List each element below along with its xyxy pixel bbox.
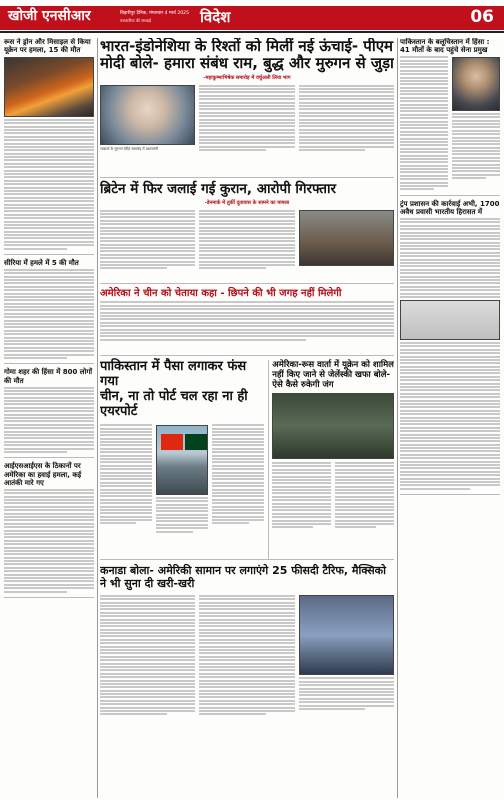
edition-date: बिहारीपुर दैनिक, मंगलवार 4 मार्च 2025 — [120, 11, 190, 16]
britain-headline: ब्रिटेन में फिर जलाई गई कुरान, आरोपी गिरफ्तार — [100, 181, 337, 197]
lead-kicker: -महाकुम्भाभिषेक समारोह में वर्चुअली लिया भाग — [203, 74, 291, 81]
ukraine-story — [268, 360, 394, 559]
column-rule-left — [97, 38, 98, 798]
left-story-3-headline: सीरिया में हमले में 5 की मौत — [4, 259, 79, 268]
britain-body — [100, 208, 394, 270]
left-story-1 — [4, 38, 94, 255]
britain-story — [100, 182, 394, 284]
masthead — [0, 0, 504, 40]
left-story-3 — [4, 259, 94, 364]
deportation-photo — [400, 300, 500, 340]
china-flag-icon — [161, 434, 183, 450]
ukraine-headline: अमेरिका-रूस वार्ता में यूक्रेन को शामिल नहीं किए जाने से जेलेंस्की खफा बोले- ऐसे कैसे रुकेगी जंग — [272, 360, 394, 391]
left-story-4-body — [4, 489, 94, 593]
left-story-3-body — [4, 269, 94, 359]
left-story-4-headline: आईएसआईएस के ठिकानों पर अमेरिका का हवाई हमला, कई आतंकी मारे गए — [4, 462, 82, 488]
edition-tagline: पत्रकारिता की सच्चाई — [120, 18, 151, 23]
pakistan-headline-line1: पाकिस्तान में पैसा लगाकर फंस गया — [100, 359, 247, 389]
lead-story — [100, 38, 394, 178]
fire-photo — [4, 57, 94, 117]
left-column — [4, 38, 94, 798]
newspaper-logo: खोजी एनसीआर — [8, 8, 91, 24]
pakistan-flag-icon — [185, 434, 207, 450]
lead-headline-line2: मोदी बोले- हमारा संबंध राम, बुद्ध और मुरुगन से जुड़ा — [100, 54, 394, 73]
modi-photo — [100, 85, 195, 145]
britain-photo — [299, 210, 394, 266]
right-story-2-headline: ट्रंप प्रशासन की कार्रवाई अभी, 1700 अवैध प्रवासी भारतीय हिरासत में — [400, 199, 500, 217]
left-story-2 — [4, 368, 94, 458]
center-column — [100, 38, 394, 798]
masthead-divider — [0, 31, 504, 33]
left-story-2-body — [4, 387, 94, 453]
right-story-2 — [400, 200, 500, 495]
army-chief-photo — [452, 57, 500, 111]
pakistan-headline-line2: चीन, ना तो पोर्ट चल रहा ना ही एयरपोर्ट — [100, 388, 248, 419]
lead-body — [100, 83, 394, 152]
zelensky-photo — [272, 393, 394, 459]
right-story-1-headline: पाकिस्तान के बलूचिस्तान में हिंसा : 41 मौतों के बाद पहुंचे सेना प्रमुख — [400, 38, 490, 55]
right-column — [400, 38, 500, 798]
leaders-photo — [299, 595, 394, 675]
lead-photo-caption: जकार्ता के मुरुगन मंदिर समारोह में प्रधानमंत्री — [100, 147, 158, 152]
page-number: 06 — [470, 7, 494, 27]
left-story-2-headline: गोमा शहर की हिंसा में 800 लोगों की मौत — [4, 368, 93, 385]
pakistan-china-flags-photo — [156, 425, 208, 495]
canada-headline: कनाडा बोला- अमेरिकी सामान पर लगाएंगे 25 फीसदी टैरिफ, मैक्सिको ने भी सुना दी खरी-खरी — [100, 564, 386, 591]
column-rule-right — [397, 38, 398, 798]
right-story-1 — [400, 38, 500, 196]
left-story-4 — [4, 462, 94, 598]
pakistan-ukraine-row — [100, 360, 394, 560]
america-china-story — [100, 288, 394, 356]
section-title: विदेश — [200, 8, 231, 26]
america-china-headline: अमेरिका ने चीन को चेताया कहा - छिपने की भी जगह नहीं मिलेगी — [100, 288, 342, 299]
britain-kicker: -डेनमार्क में तुर्की दूतावास के सामने का मामला — [204, 199, 290, 206]
left-story-1-body — [4, 119, 94, 250]
left-story-1-headline: रूस ने ड्रोन और मिसाइल से किया यूक्रेन पर हमला, 15 की मौत — [4, 38, 91, 55]
america-china-body — [100, 301, 394, 340]
lead-headline-line1: भारत-इंडोनेशिया के रिश्तों को मिलीं नई ऊंचाई- पीएम — [100, 38, 393, 55]
pakistan-story — [100, 360, 264, 559]
canada-story — [100, 564, 394, 717]
